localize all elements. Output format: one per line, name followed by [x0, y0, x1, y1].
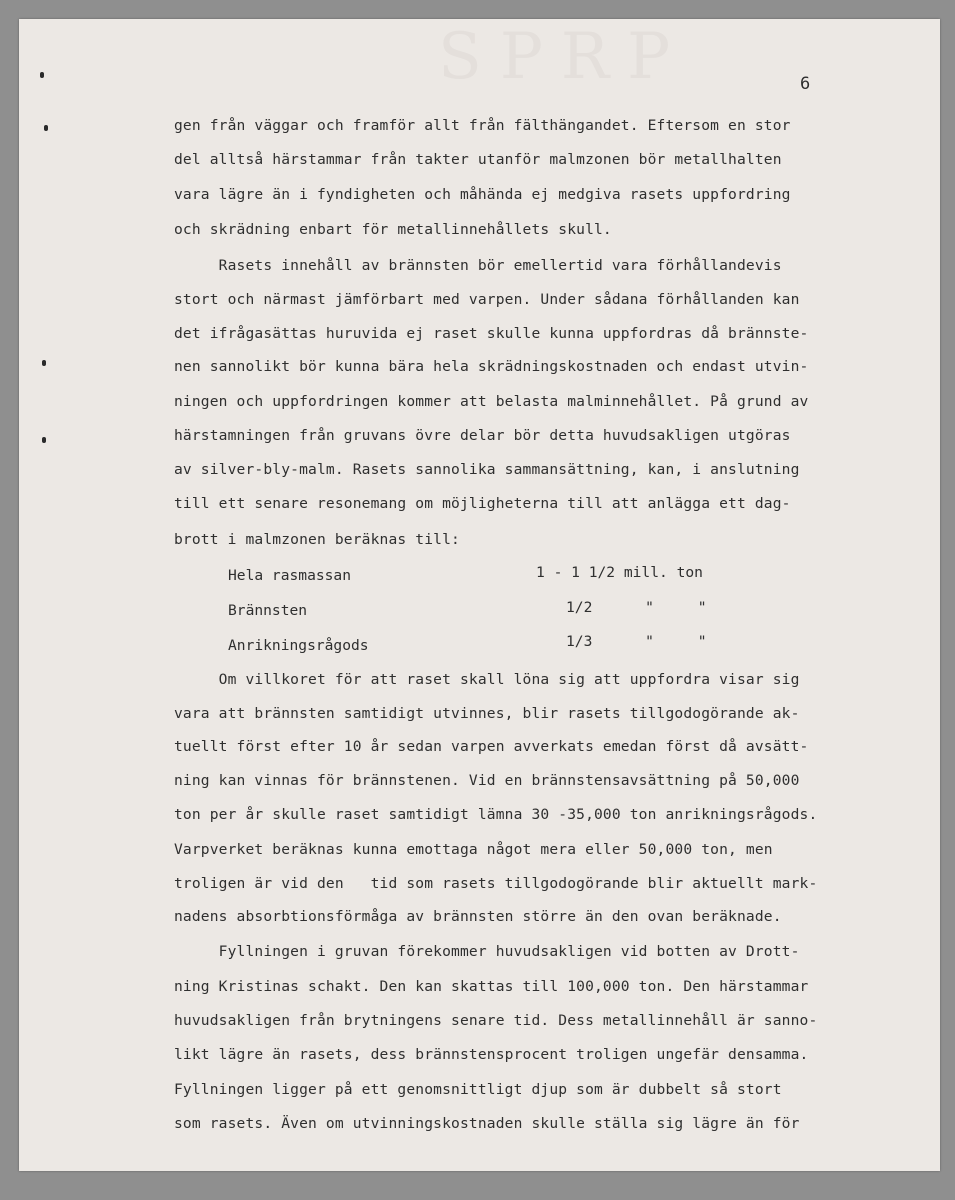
text-line: gen från väggar och framför allt från fälthängandet. Eftersom en stor — [174, 117, 791, 134]
table-row-value: 1/2 " " — [566, 599, 707, 616]
text-line: brott i malmzonen beräknas till: — [174, 531, 460, 548]
punch-hole-mark — [44, 125, 48, 131]
table-row-label: Anrikningsrågods — [228, 637, 369, 654]
watermark: SPRP — [438, 20, 689, 94]
text-line: nadens absorbtionsförmåga av brännsten större än den ovan beräknade. — [174, 908, 782, 925]
text-line: Fyllningen i gruvan förekommer huvudsakligen vid botten av Drott- — [174, 943, 800, 960]
text-line: huvudsakligen från brytningens senare tid. Dess metallinnehåll är sanno- — [174, 1012, 818, 1029]
table-row-value: 1 - 1 1/2 mill. ton — [536, 564, 703, 581]
page-number: 6 — [800, 74, 811, 94]
text-line: det ifrågasättas huruvida ej raset skulle kunna uppfordras då brännste- — [174, 325, 809, 342]
text-line: vara att brännsten samtidigt utvinnes, blir rasets tillgodogörande ak- — [174, 705, 800, 722]
text-line: som rasets. Även om utvinningskostnaden skulle ställa sig lägre än för — [174, 1115, 800, 1132]
text-line: ton per år skulle raset samtidigt lämna 30 -35,000 ton anrikningsrågods. — [174, 806, 818, 823]
punch-hole-mark — [40, 72, 44, 78]
text-line: Fyllningen ligger på ett genomsnittligt djup som är dubbelt så stort — [174, 1081, 782, 1098]
punch-hole-mark — [42, 360, 46, 366]
text-line: till ett senare resonemang om möjligheterna till att anlägga ett dag- — [174, 495, 791, 512]
text-line: av silver-bly-malm. Rasets sannolika sammansättning, kan, i anslutning — [174, 461, 800, 478]
text-line: Rasets innehåll av brännsten bör emellertid vara förhållandevis — [174, 257, 782, 274]
text-line: härstamningen från gruvans övre delar bör detta huvudsakligen utgöras — [174, 427, 791, 444]
text-line: nen sannolikt bör kunna bära hela skrädningskostnaden och endast utvin- — [174, 358, 809, 375]
text-line: ning kan vinnas för brännstenen. Vid en brännstensavsättning på 50,000 — [174, 772, 800, 789]
table-row-value: 1/3 " " — [566, 633, 707, 650]
text-line: ning Kristinas schakt. Den kan skattas till 100,000 ton. Den härstammar — [174, 978, 809, 995]
text-line: stort och närmast jämförbart med varpen. Under sådana förhållanden kan — [174, 291, 800, 308]
text-line: ningen och uppfordringen kommer att belasta malminnehållet. På grund av — [174, 393, 809, 410]
text-line: likt lägre än rasets, dess brännstensprocent troligen ungefär densamma. — [174, 1046, 809, 1063]
table-row-label: Brännsten — [228, 602, 308, 619]
punch-hole-mark — [42, 437, 46, 443]
text-line: del alltså härstammar från takter utanför malmzonen bör metallhalten — [174, 151, 782, 168]
text-line: och skrädning enbart för metallinnehållets skull. — [174, 221, 612, 238]
table-row-label: Hela rasmassan — [228, 567, 352, 584]
text-line: vara lägre än i fyndigheten och måhända ej medgiva rasets uppfordring — [174, 186, 791, 203]
text-line: Om villkoret för att raset skall löna sig att uppfordra visar sig — [174, 671, 800, 688]
text-line: Varpverket beräknas kunna emottaga något mera eller 50,000 ton, men — [174, 841, 773, 858]
text-line: tuellt först efter 10 år sedan varpen avverkats emedan först då avsätt- — [174, 738, 809, 755]
text-line: troligen är vid den tid som rasets tillgodogörande blir aktuellt mark- — [174, 875, 818, 892]
